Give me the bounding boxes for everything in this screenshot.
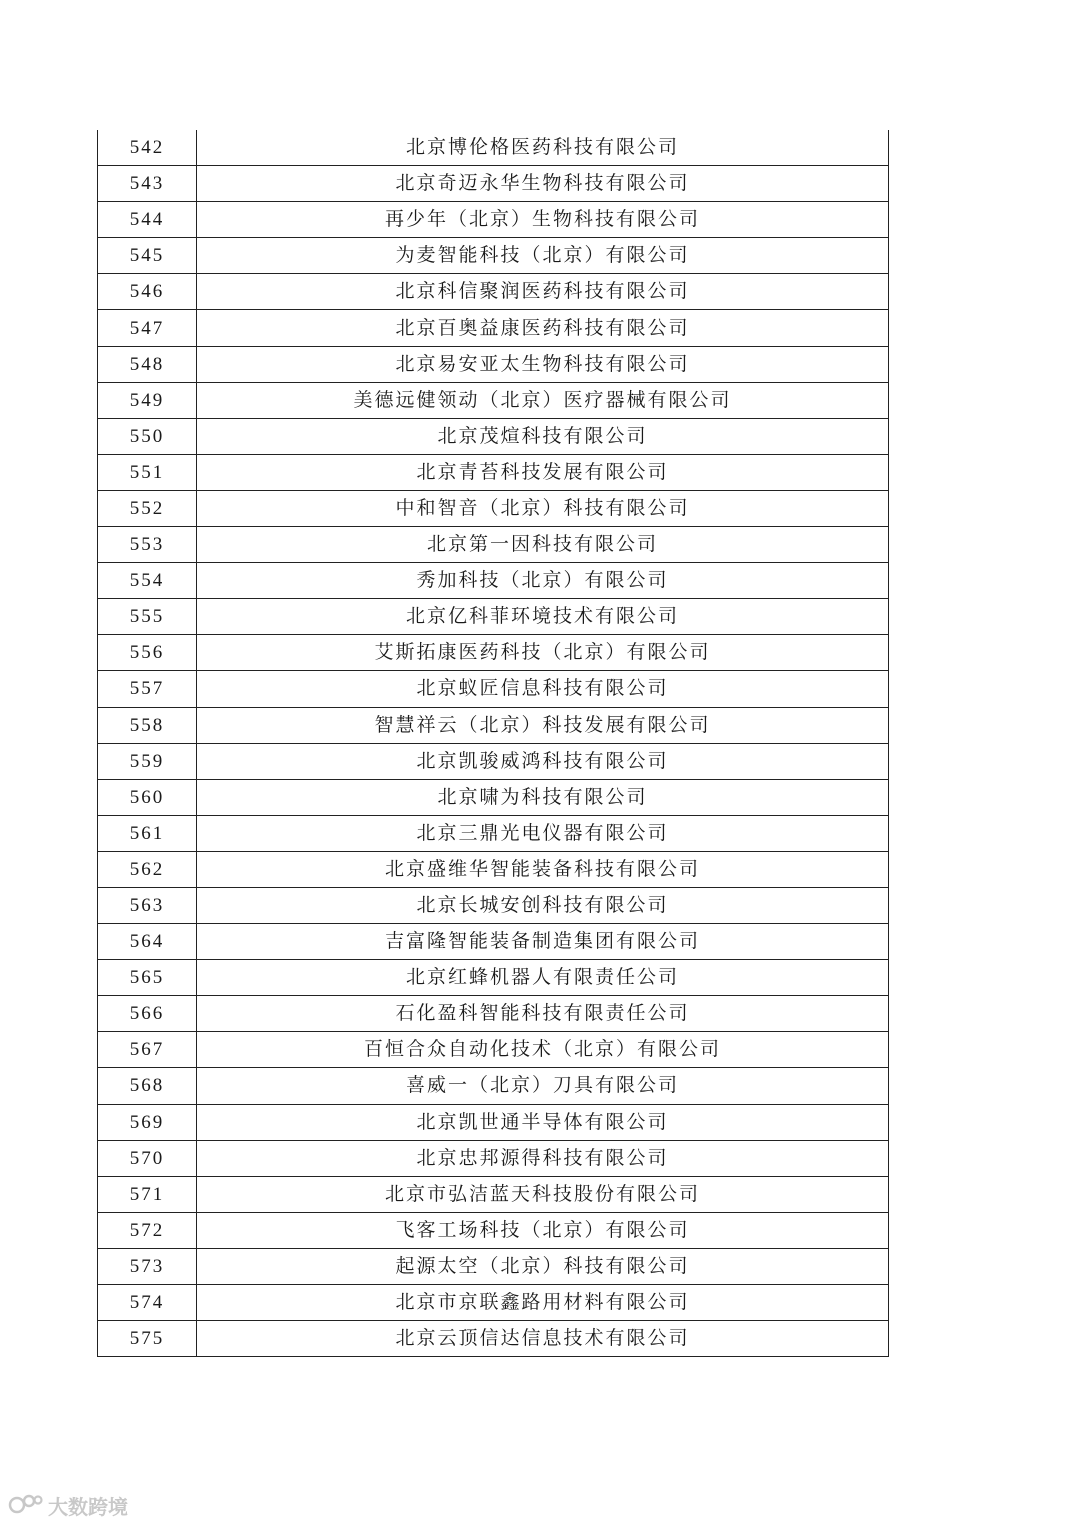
row-number: 551 [98,454,197,490]
company-name: 起源太空（北京）科技有限公司 [197,1248,889,1284]
table-row [98,1104,889,1140]
company-name: 百恒合众自动化技术（北京）有限公司 [197,1032,889,1068]
company-list-table [97,130,889,1357]
table-row [98,1248,889,1284]
row-number: 544 [98,202,197,238]
company-name: 再少年（北京）生物科技有限公司 [197,202,889,238]
row-number: 560 [98,779,197,815]
table-row [98,310,889,346]
company-name: 北京三鼎光电仪器有限公司 [197,815,889,851]
company-name: 美德远健领动（北京）医疗器械有限公司 [197,382,889,418]
table-row [98,779,889,815]
row-number: 543 [98,166,197,202]
company-name: 智慧祥云（北京）科技发展有限公司 [197,707,889,743]
company-name: 艾斯拓康医药科技（北京）有限公司 [197,635,889,671]
company-name: 北京青苔科技发展有限公司 [197,454,889,490]
table-row [98,563,889,599]
row-number: 561 [98,815,197,851]
table-row [98,743,889,779]
table-row [98,1140,889,1176]
table-row [98,851,889,887]
row-number: 556 [98,635,197,671]
row-number: 562 [98,851,197,887]
company-name: 北京凯世通半导体有限公司 [197,1104,889,1140]
row-number: 557 [98,671,197,707]
table-row [98,1032,889,1068]
row-number: 573 [98,1248,197,1284]
row-number: 559 [98,743,197,779]
table-row [98,130,889,166]
table-row [98,274,889,310]
company-name: 北京奇迈永华生物科技有限公司 [197,166,889,202]
row-number: 553 [98,527,197,563]
table-row [98,454,889,490]
row-number: 568 [98,1068,197,1104]
company-name: 北京蚁匠信息科技有限公司 [197,671,889,707]
table-row [98,1068,889,1104]
table-row [98,1285,889,1321]
table-row [98,1176,889,1212]
row-number: 566 [98,996,197,1032]
row-number: 554 [98,563,197,599]
row-number: 545 [98,238,197,274]
table-row [98,238,889,274]
company-name: 北京茂煊科技有限公司 [197,418,889,454]
table-row [98,924,889,960]
table-row [98,418,889,454]
table-row [98,671,889,707]
watermark [8,1489,128,1521]
company-name: 北京博伦格医药科技有限公司 [197,130,889,166]
table-row [98,202,889,238]
row-number: 549 [98,382,197,418]
row-number: 567 [98,1032,197,1068]
company-name: 中和智音（北京）科技有限公司 [197,490,889,526]
row-number: 571 [98,1176,197,1212]
row-number: 564 [98,924,197,960]
row-number: 542 [98,130,197,166]
company-name: 北京百奥益康医药科技有限公司 [197,310,889,346]
company-name: 北京科信聚润医药科技有限公司 [197,274,889,310]
table-row [98,346,889,382]
table-row [98,635,889,671]
row-number: 569 [98,1104,197,1140]
company-name: 北京红蜂机器人有限责任公司 [197,960,889,996]
row-number: 574 [98,1285,197,1321]
company-name: 北京第一因科技有限公司 [197,527,889,563]
company-name: 北京市弘洁蓝天科技股份有限公司 [197,1176,889,1212]
table-row [98,960,889,996]
row-number: 575 [98,1321,197,1357]
table-row [98,1321,889,1357]
table-row [98,490,889,526]
company-name: 北京盛维华智能装备科技有限公司 [197,851,889,887]
company-name: 秀加科技（北京）有限公司 [197,563,889,599]
row-number: 570 [98,1140,197,1176]
company-name: 石化盈科智能科技有限责任公司 [197,996,889,1032]
watermark-text: 大数跨境 [48,1494,128,1519]
table-body [98,130,889,1357]
table-row [98,166,889,202]
table-row [98,996,889,1032]
company-name: 北京云顶信达信息技术有限公司 [197,1321,889,1357]
company-name: 北京啸为科技有限公司 [197,779,889,815]
company-name: 北京长城安创科技有限公司 [197,887,889,923]
row-number: 563 [98,887,197,923]
row-number: 552 [98,490,197,526]
company-name: 喜威一（北京）刀具有限公司 [197,1068,889,1104]
company-name: 北京忠邦源得科技有限公司 [197,1140,889,1176]
company-name: 北京凯骏威鸿科技有限公司 [197,743,889,779]
row-number: 555 [98,599,197,635]
company-name: 为麦智能科技（北京）有限公司 [197,238,889,274]
table-row [98,382,889,418]
company-name: 北京市京联鑫路用材料有限公司 [197,1285,889,1321]
row-number: 558 [98,707,197,743]
row-number: 547 [98,310,197,346]
brand-logo-icon [8,1492,44,1518]
table-row [98,527,889,563]
row-number: 572 [98,1212,197,1248]
table-row [98,707,889,743]
table-row [98,887,889,923]
company-name: 飞客工场科技（北京）有限公司 [197,1212,889,1248]
company-name: 吉富隆智能装备制造集团有限公司 [197,924,889,960]
row-number: 565 [98,960,197,996]
table-row [98,599,889,635]
row-number: 546 [98,274,197,310]
company-name: 北京亿科菲环境技术有限公司 [197,599,889,635]
company-name: 北京易安亚太生物科技有限公司 [197,346,889,382]
table-row [98,815,889,851]
row-number: 550 [98,418,197,454]
row-number: 548 [98,346,197,382]
table-row [98,1212,889,1248]
